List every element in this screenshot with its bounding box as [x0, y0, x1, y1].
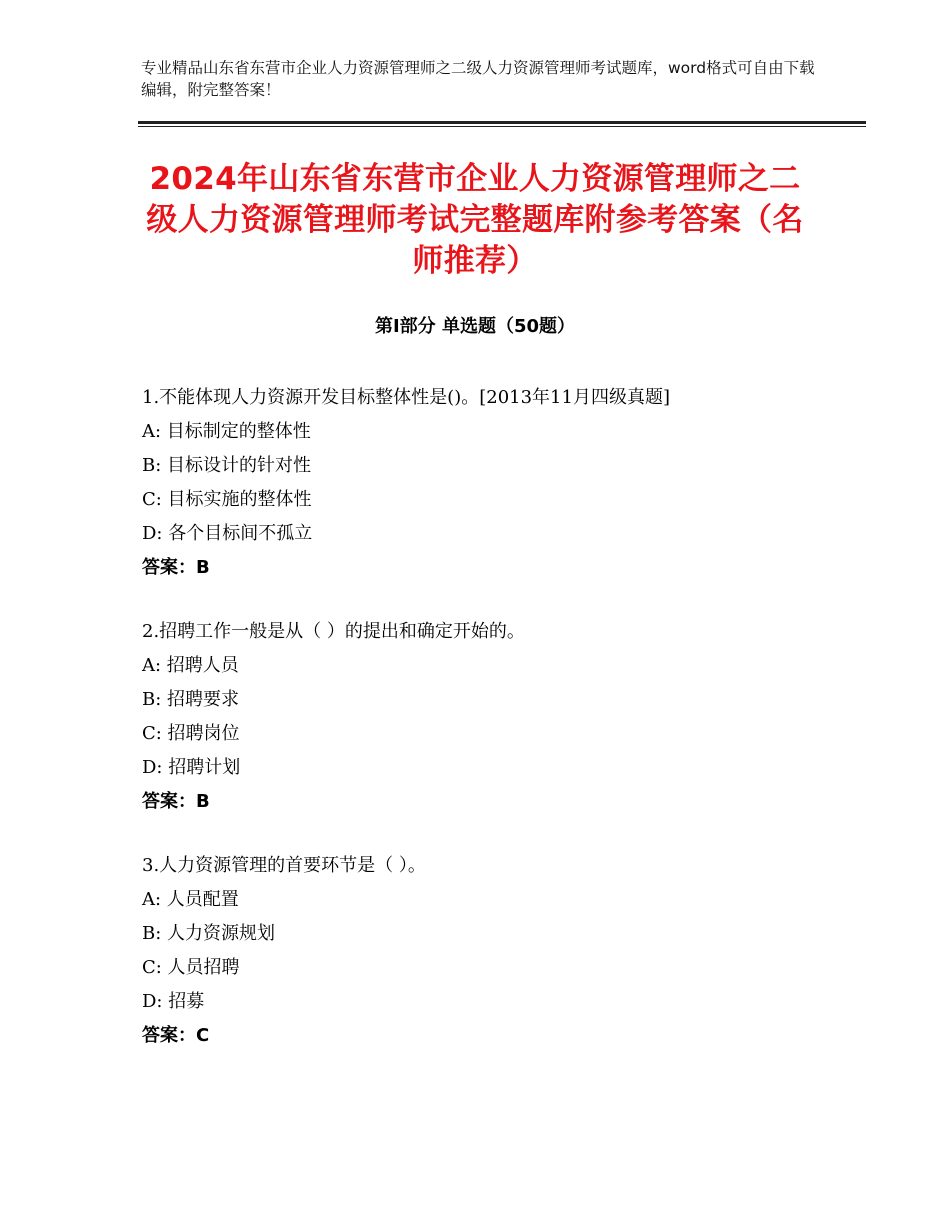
answer: 答案：B — [142, 557, 210, 578]
option-d: D: 招募 — [142, 991, 205, 1012]
option-a: A: 招聘人员 — [142, 655, 239, 676]
section-title: 第Ⅰ部分 单选题（50题） — [374, 316, 575, 337]
option-a: A: 人员配置 — [142, 889, 239, 910]
option-b: B: 人力资源规划 — [142, 923, 276, 944]
option-a: A: 目标制定的整体性 — [142, 421, 311, 442]
question-1 — [142, 381, 842, 585]
question-stem: 1.不能体现人力资源开发目标整体性是()。[2013年11月四级真题] — [142, 387, 670, 408]
header-note: 专业精品山东省东营市企业人力资源管理师之二级人力资源管理师考试题库，word格式可自由下载编辑，附完整答案！ — [141, 59, 815, 99]
option-c: C: 目标实施的整体性 — [142, 489, 312, 510]
option-b: B: 目标设计的针对性 — [142, 455, 312, 476]
document-title: 2024年山东省东营市企业人力资源管理师之二级人力资源管理师考试完整题库附参考答案（名师推荐） — [146, 161, 804, 279]
question-3 — [142, 849, 842, 1053]
question-stem: 2.招聘工作一般是从（ ）的提出和确定开始的。 — [142, 621, 525, 642]
option-b: B: 招聘要求 — [142, 689, 240, 710]
header-rule-thick — [138, 121, 866, 124]
header-rule-thin — [138, 126, 866, 127]
option-d: D: 招聘计划 — [142, 757, 241, 778]
answer: 答案：C — [142, 1025, 210, 1046]
question-list — [142, 381, 842, 1083]
question-2 — [142, 615, 842, 819]
answer: 答案：B — [142, 791, 210, 812]
option-c: C: 人员招聘 — [142, 957, 240, 978]
option-c: C: 招聘岗位 — [142, 723, 240, 744]
option-d: D: 各个目标间不孤立 — [142, 523, 313, 544]
question-stem: 3.人力资源管理的首要环节是（ ）。 — [142, 855, 426, 876]
